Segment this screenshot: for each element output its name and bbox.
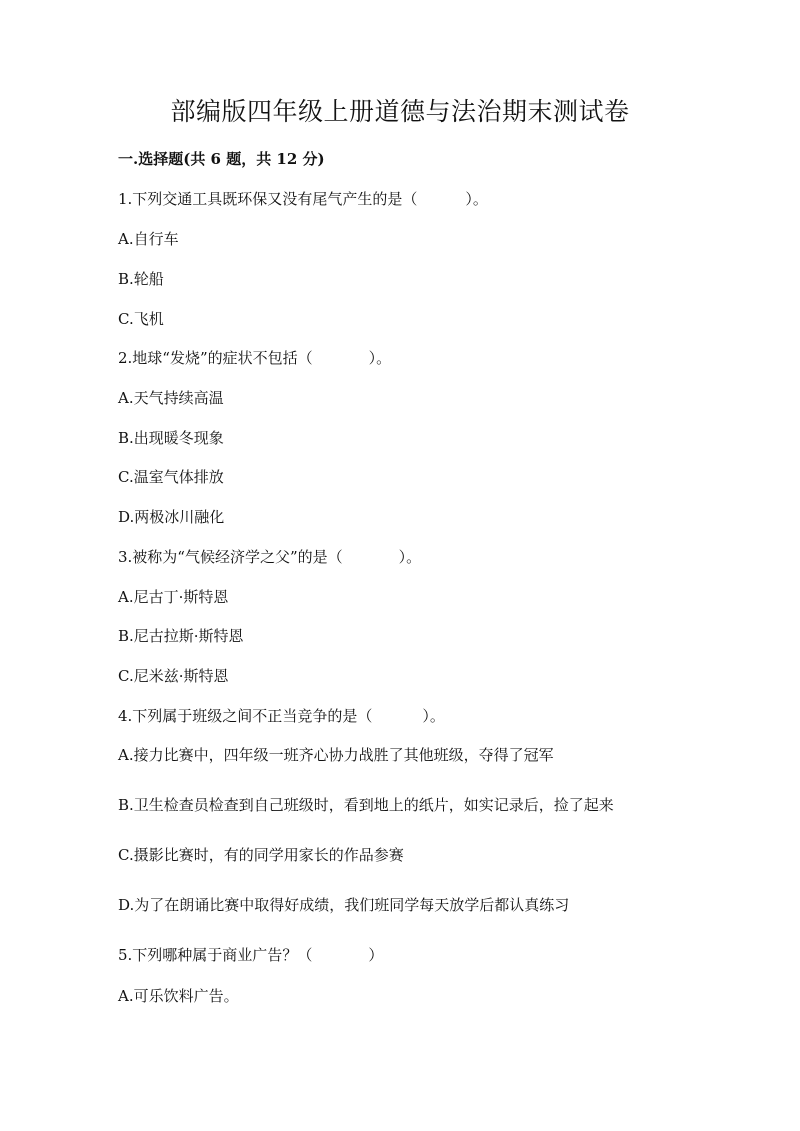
option-4c: C.摄影比赛时，有的同学用家长的作品参赛 [118, 846, 404, 864]
option-2b: B.出现暖冬现象 [118, 429, 224, 447]
question-3-stem [118, 546, 421, 567]
question-stem-close: ）。 [368, 349, 392, 367]
question-stem-text: 5.下列哪种属于商业广告？（ [118, 946, 313, 964]
question-stem-text: 4.下列属于班级之间不正当竞争的是（ [118, 707, 373, 725]
question-stem-text: 1.下列交通工具既环保又没有尾气产生的是（ [118, 190, 418, 208]
question-stem-text: 2.地球“发烧”的症状不包括（ [118, 349, 313, 367]
question-5-stem [118, 944, 383, 965]
option-4d: D.为了在朗诵比赛中取得好成绩，我们班同学每天放学后都认真练习 [118, 896, 570, 914]
option-3c: C.尼米兹·斯特恩 [118, 667, 229, 685]
question-stem-close: ）。 [465, 190, 488, 208]
option-2c: C.温室气体排放 [118, 468, 224, 486]
question-stem-close: ）。 [422, 707, 445, 725]
option-1a: A.自行车 [118, 230, 179, 248]
option-1c: C.飞机 [118, 310, 164, 328]
option-3b: B.尼古拉斯·斯特恩 [118, 627, 244, 645]
question-2-stem [118, 347, 391, 368]
question-stem-close: ） [368, 946, 384, 964]
option-3a: A.尼古丁·斯特恩 [118, 588, 229, 606]
section-heading: 一.选择题(共 6 题，共 12 分) [118, 150, 325, 168]
option-4b: B.卫生检查员检查到自己班级时，看到地上的纸片，如实记录后，捡了起来 [118, 796, 614, 814]
question-stem-close: ）。 [398, 548, 422, 566]
question-4-stem [118, 705, 445, 726]
page-title: 部编版四年级上册道德与法治期末测试卷 [170, 97, 630, 126]
option-4a: A.接力比赛中，四年级一班齐心协力战胜了其他班级，夺得了冠军 [118, 746, 554, 764]
option-5a: A.可乐饮料广告。 [118, 987, 239, 1005]
option-2a: A.天气持续高温 [118, 389, 224, 407]
question-1-stem [118, 188, 488, 209]
option-1b: B.轮船 [118, 270, 164, 288]
question-stem-text: 3.被称为“气候经济学之父”的是（ [118, 548, 343, 566]
option-2d: D.两极冰川融化 [118, 508, 225, 526]
